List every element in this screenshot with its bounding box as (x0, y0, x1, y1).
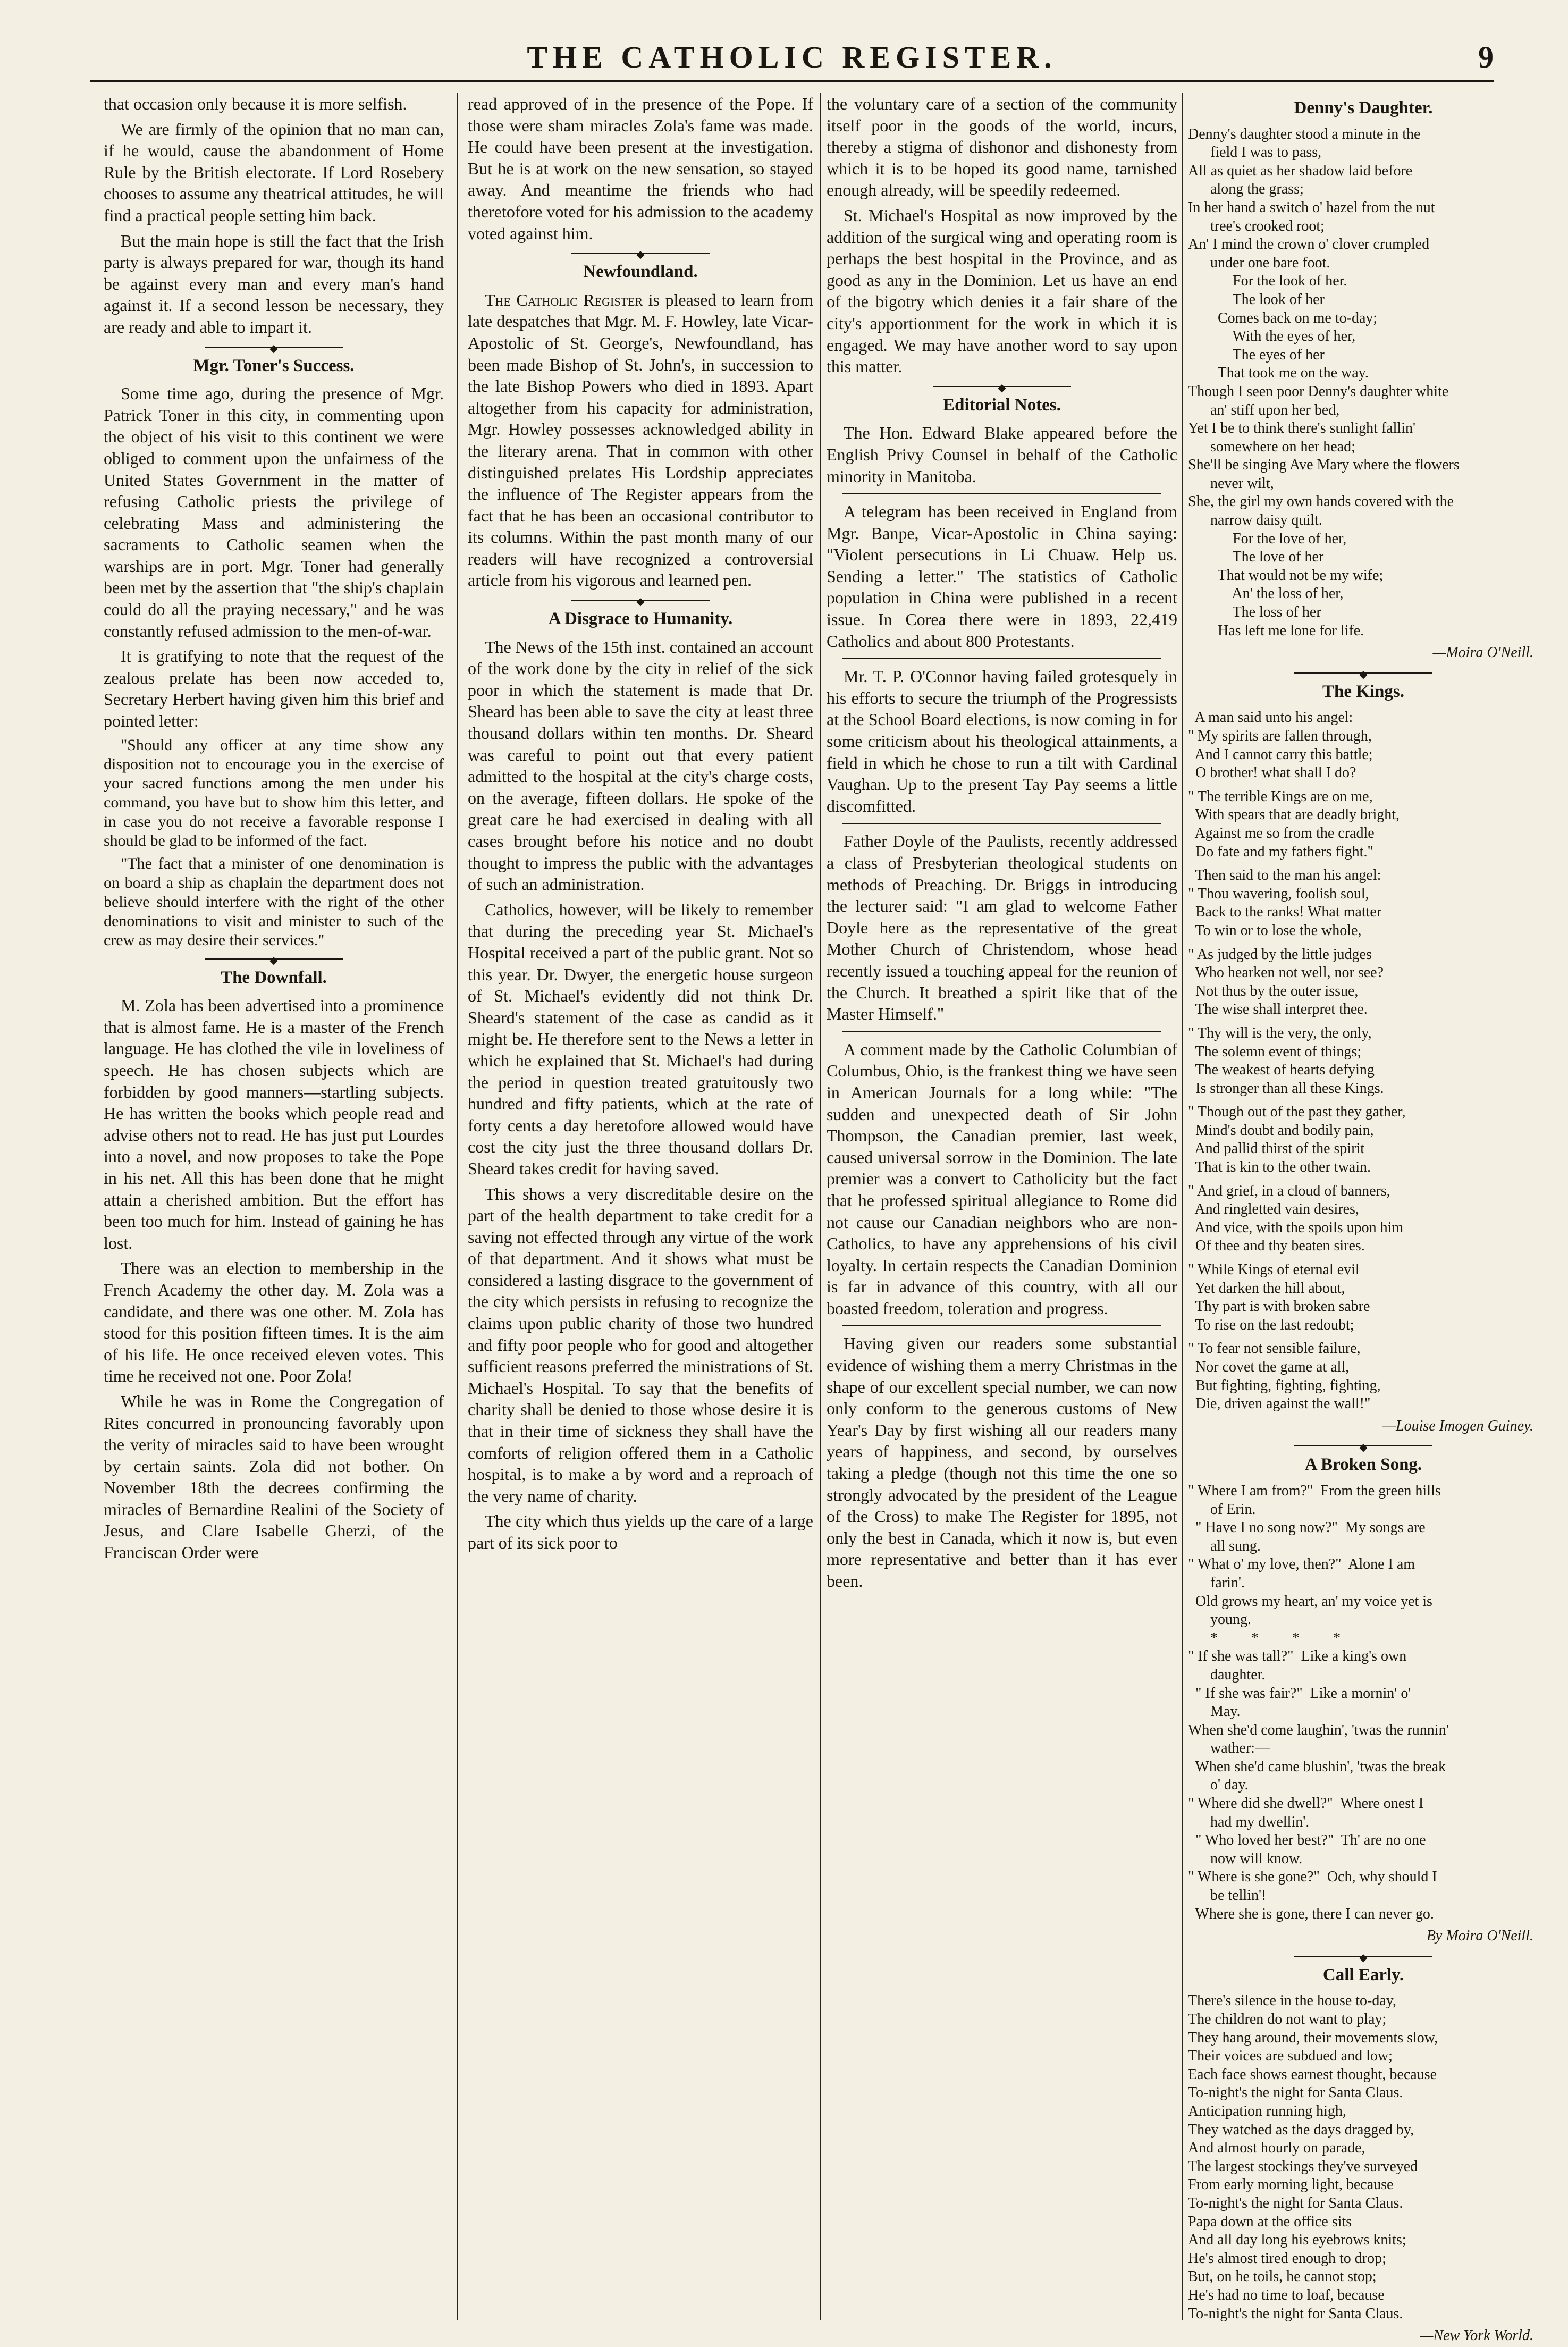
poem-line: With the eyes of her, (1188, 328, 1356, 345)
poem-line: " If she was tall?" Like a king's own (1188, 1648, 1407, 1665)
poem-line: And all day long his eyebrows knits; (1188, 2232, 1406, 2249)
poem-line: wather:— (1188, 1740, 1270, 1757)
poem-line: " Have I no song now?" My songs are (1188, 1519, 1426, 1536)
poem-line (1188, 783, 1539, 788)
poem-line: When she'd came blushin', 'twas the break (1188, 1758, 1446, 1775)
article-paragraph: that occasion only because it is more selfish. (104, 94, 407, 113)
poem-title: The Kings. (1322, 682, 1405, 701)
poem-line: The eyes of her (1188, 346, 1325, 363)
poem-line: An' the loss of her, (1188, 585, 1344, 602)
article-paragraph: The city which thus yields up the care of a large part of its sick poor to (468, 1511, 813, 1552)
column-2 (468, 93, 813, 2320)
note-divider (842, 493, 1161, 494)
poem-line: The solemn event of things; (1188, 1043, 1362, 1060)
poem-line: Their voices are subdued and low; (1188, 2048, 1393, 2065)
section-ornament (1294, 669, 1432, 677)
poem-line: All as quiet as her shadow laid before (1188, 162, 1413, 179)
poem-line: had my dwellin'. (1188, 1813, 1310, 1830)
article-heading: The Downfall. (221, 968, 327, 987)
note-divider (842, 1031, 1161, 1032)
poem-line: May. (1188, 1703, 1241, 1720)
poem-line: Papa down at the office sits (1188, 2213, 1352, 2230)
poem-line: There's silence in the house to-day, (1188, 1992, 1396, 2009)
poem-line: Back to the ranks! What matter (1188, 904, 1382, 921)
poem-call-early (1188, 1992, 1539, 2323)
section-ornament (933, 383, 1071, 390)
poem-line (1188, 1256, 1539, 1261)
article-paragraph: The News of the 15th inst. contained an account of the work done by the city in relief of the sick poor in which the statement is made that Dr. Sheard has been able to save the city at least three thousand dollars within ten months. Dr. Sheard was careful to point out that every patient admitted to the hospital at the city's charge costs, on the average, fifteen dollars. He spoke of the great care he had exercised in dealing with all cases brought before his notice and no doubt thought to impress the public with the advantages of such an administration. (468, 637, 813, 894)
poem-line: " The terrible Kings are on me, (1188, 788, 1373, 805)
poem-line: The largest stockings they've surveyed (1188, 2158, 1418, 2175)
poem-line: Comes back on me to-day; (1188, 309, 1378, 326)
poem-line: " Where did she dwell?" Where onest I (1188, 1795, 1424, 1812)
poem-line: Has left me lone for life. (1188, 622, 1364, 639)
poem-line: But, on he toils, he cannot stop; (1188, 2268, 1377, 2285)
poem-line (1188, 1098, 1539, 1103)
page-number: 9 (1478, 40, 1494, 74)
note-divider (842, 823, 1161, 824)
poem-line: Old grows my heart, an' my voice yet is (1188, 1593, 1432, 1610)
column-3 (827, 93, 1177, 2320)
poem-line: Not thus by the outer issue, (1188, 982, 1359, 999)
poem-line: somewhere on her head; (1188, 438, 1355, 455)
poem-line: Anticipation running high, (1188, 2102, 1346, 2119)
poem-line: " While Kings of eternal evil (1188, 1261, 1360, 1278)
article-paragraph: the voluntary care of a section of the community itself poor in the goods of the world, incurs, thereby a stigma of dishonor and dishonesty from which it is to be hoped its good name, tarnished enough already, will be speedily redeemed. (827, 94, 1177, 200)
poem-line: Yet I be to think there's sunlight fallin' (1188, 420, 1415, 437)
poem-line: daughter. (1188, 1666, 1266, 1683)
poem-line: The wise shall interpret thee. (1188, 1001, 1368, 1018)
page-header (90, 37, 1494, 82)
poem-a-broken-song (1188, 1482, 1539, 1923)
column-rule (820, 93, 821, 2320)
poem-line: farin'. (1188, 1574, 1245, 1591)
article-paragraph (468, 289, 813, 591)
section-ornament (571, 249, 710, 257)
poem-line: field I was to pass, (1188, 144, 1322, 161)
section-ornament (205, 343, 343, 351)
poem-line: under one bare foot. (1188, 254, 1330, 271)
poem-line: And I cannot carry this battle; (1188, 746, 1373, 763)
article-heading: Editorial Notes. (943, 395, 1061, 415)
poem-line: To-night's the night for Santa Claus. (1188, 2194, 1403, 2211)
column-4 (1188, 93, 1539, 2344)
poem-line: O brother! what shall I do? (1188, 764, 1356, 781)
poem-line: A man said unto his angel: (1188, 709, 1353, 726)
masthead: THE CATHOLIC REGISTER. (527, 40, 1057, 74)
poem-the-kings (1188, 709, 1539, 1413)
article-heading: Mgr. Toner's Success. (193, 356, 355, 375)
poem-line: Is stronger than all these Kings. (1188, 1080, 1384, 1097)
poem-line: And almost hourly on parade, (1188, 2140, 1365, 2157)
editorial-note: Having given our readers some substantial evidence of wishing them a merry Christmas in the shape of our excellent special number, we can now only conform to the generous customs of New Year's Day by first wishing all our readers many years of happiness, and second, by ourselves taking a pledge (though not this time the one so strongly advocated by the president of the League of the Cross) to make The Register for 1895, not only the best in Canada, which it now is, but even more representative and better than it has ever been. (827, 1334, 1177, 1591)
article-paragraph: Catholics, however, will be likely to remember that during the preceding year St. Michael's Hospital received a part of the public grant. Not so this year. Dr. Dwyer, the energetic house surgeon of St. Michael's evidently did not think Dr. Sheard's statement of the case as candid as it might be. He therefore sent to the News a letter in which he explained that St. Michael's had during the period in question treated gratuitously two hundred and fifty patients, which at the rate of forty cents a day heretofore allowed would have cost the city just the three thousand dollars Dr. Sheard takes credit for having saved. (468, 899, 813, 1178)
poem-line (1188, 1019, 1539, 1024)
poem-line: That would not be my wife; (1188, 567, 1384, 584)
poem-line: The loss of her (1188, 604, 1321, 621)
poem-line: To-night's the night for Santa Claus. (1188, 2084, 1403, 2101)
poem-line: Thy part is with broken sabre (1188, 1298, 1370, 1315)
poem-line: And vice, with the spoils upon him (1188, 1219, 1404, 1236)
poem-line: Then said to the man his angel: (1188, 867, 1381, 884)
poem-line: tree's crooked root; (1188, 217, 1325, 234)
poem-line: " What o' my love, then?" Alone I am (1188, 1556, 1415, 1573)
poem-line: " Though out of the past they gather, (1188, 1104, 1406, 1121)
note-divider (842, 658, 1161, 659)
editorial-note: Father Doyle of the Paulists, recently addressed a class of Presbyterian theological students on methods of Preaching. Dr. Briggs in introducing the lecturer said: "I am glad to welcome Father Doyle here as the representative of the great Mother Church of Christendom, whose head recently issued a touching appeal for the reunion of the Church. It breathed a spirit like that of the Master Himself." (827, 831, 1177, 1024)
poem-line: And pallid thirst of the spirit (1188, 1140, 1365, 1157)
poem-line: o' day. (1188, 1777, 1249, 1794)
poem-title: Denny's Daughter. (1294, 98, 1433, 117)
poem-line: Do fate and my fathers fight." (1188, 843, 1373, 860)
poem-line: Who hearken not well, nor see? (1188, 964, 1384, 981)
poem-line: To-night's the night for Santa Claus. (1188, 2305, 1403, 2322)
poem-line: " If she was fair?" Like a mornin' o' (1188, 1685, 1411, 1702)
article-paragraph: read approved of in the presence of the Pope. If those were sham miracles Zola's fame was made. He could have been present at the investigation. But he is at work on the new sensation, so stayed away. And meantime the friends who had theretofore voted for his admission to the academy voted against him. (468, 94, 813, 243)
poem-line: Yet darken the hill about, (1188, 1280, 1345, 1297)
poem-line: along the grass; (1188, 181, 1304, 198)
poem-line: For the love of her, (1188, 530, 1347, 547)
poem-line: Though I seen poor Denny's daughter white (1188, 383, 1449, 400)
article-paragraph: St. Michael's Hospital as now improved by the addition of the surgical wing and operating room is perhaps the best hospital in the Province, and as good as any in the Dominion. Let us have an end of the bigotry which denies it a fair share of the city's apportionment for the work in which it is engaged. We may have another word to say upon this matter. (827, 205, 1177, 376)
poem-line: They hang around, their movements slow, (1188, 2029, 1438, 2046)
poem-line: never wilt, (1188, 475, 1274, 492)
poem-line: The look of her (1188, 291, 1325, 308)
paper-name: The Catholic Register (485, 290, 643, 309)
poem-line: He's had no time to loaf, because (1188, 2286, 1385, 2303)
poem-line: She'll be singing Ave Mary where the flowers (1188, 457, 1460, 474)
poem-line: For the look of her. (1188, 273, 1347, 290)
column-rule (457, 93, 458, 2320)
poem-dennys-daughter (1188, 125, 1539, 641)
poem-line: Nor covet the game at all, (1188, 1359, 1350, 1375)
poem-line: In her hand a switch o' hazel from the nut (1188, 199, 1435, 216)
poem-line: The children do not want to play; (1188, 2011, 1387, 2028)
poem-line: He's almost tired enough to drop; (1188, 2250, 1386, 2267)
poem-line: " As judged by the little judges (1188, 946, 1372, 963)
poem-line: " Where I am from?" From the green hills (1188, 1482, 1441, 1499)
poem-line: of Erin. (1188, 1501, 1256, 1518)
poem-line: Mind's doubt and bodily pain, (1188, 1122, 1374, 1139)
article-paragraph: We are firmly of the opinion that no man can, if he would, cause the abandonment of Home Rule by the British electorate. If Lord Rosebery chooses to assume any theatrical attitudes, he will find a practical people setting him back. (104, 119, 444, 225)
poem-attribution: —New York World. (1420, 2327, 1533, 2344)
poem-line: " My spirits are fallen through, (1188, 728, 1372, 744)
poem-line: Each face shows earnest thought, because (1188, 2066, 1437, 2083)
poem-line: That took me on the way. (1188, 365, 1369, 382)
poem-line: An' I mind the crown o' clover crumpled (1188, 236, 1430, 253)
poem-attribution: —Louise Imogen Guiney. (1382, 1417, 1533, 1434)
poem-line: Denny's daughter stood a minute in the (1188, 125, 1421, 142)
poem-line (1188, 1334, 1539, 1340)
article-paragraph: There was an election to membership in the French Academy the other day. M. Zola was a candidate, and there was one other. M. Zola has stood for this position fifteen times. It is the aim of his life. He once received eleven votes. This time he received not one. Poor Zola! (104, 1258, 444, 1386)
poem-line: From early morning light, because (1188, 2176, 1394, 2193)
column-1 (104, 93, 444, 2320)
note-divider (842, 1325, 1161, 1326)
poem-line: all sung. (1188, 1537, 1261, 1554)
poem-line: To win or to lose the whole, (1188, 922, 1362, 939)
poem-line: The weakest of hearts defying (1188, 1062, 1375, 1079)
poem-line: Of thee and thy beaten sires. (1188, 1238, 1365, 1255)
poem-line: " To fear not sensible failure, (1188, 1340, 1361, 1357)
section-ornament (1294, 1953, 1432, 1960)
editorial-note: A telegram has been received in England from Mgr. Banpe, Vicar-Apostolic in China saying: "Violent persecutions in Li Chuaw. Help us. Sending a letter." The statistics of Catholic population in China were published in a recent issue. In Corea there were in 1893, 22,419 Catholics and about 800 Protestants. (827, 502, 1177, 651)
poem-line: Against me so from the cradle (1188, 825, 1375, 842)
poem-line: The love of her (1188, 549, 1324, 566)
poem-attribution: —Moira O'Neill. (1432, 644, 1533, 661)
article-paragraph: Some time ago, during the presence of Mgr. Patrick Toner in this city, in commenting upon the object of his visit to this continent we were obliged to comment upon the unfairness of the United States Government in the matter of refusing Catholic priests the privilege of celebrating Mass and administering the sacraments to Catholic seamen when the warships are in port. Mgr. Toner had generally been met by the assertion that "the ship's chaplain could do all the praying necessary," and he was constantly refused admission to the men-of-war. (104, 384, 444, 641)
poem-line: With spears that are deadly bright, (1188, 806, 1400, 823)
article-heading: Newfoundland. (583, 262, 698, 282)
poem-line: an' stiff upon her bed, (1188, 401, 1340, 418)
poem-line (1188, 1177, 1539, 1182)
column-rule (1182, 93, 1183, 2320)
poem-line: " Who loved her best?" Th' are no one (1188, 1832, 1426, 1849)
poem-line: " Where is she gone?" Och, why should I (1188, 1869, 1437, 1886)
poem-attribution: By Moira O'Neill. (1426, 1928, 1533, 1945)
poem-line: Where she is gone, there I can never go. (1188, 1905, 1434, 1922)
poem-line: Die, driven against the wall!" (1188, 1395, 1371, 1412)
poem-line: " And grief, in a cloud of banners, (1188, 1182, 1390, 1199)
section-ornament (1294, 1442, 1432, 1450)
article-text: is pleased to learn from late despatches that Mgr. M. F. Howley, late Vicar-Apostolic of St. George's, Newfoundland, has been made Bishop of St. John's, in succession to the late Bishop Powers who died in 1893. Apart altogether from his capacity for administration, Mgr. Howley possesses acknowledged ability in the literary arena. That in common with other distinguished prelates His Lordship appreciates the influence of The Register appears from the fact that he has been an occasional contributor to its columns. Within the past month many of our readers will have recognized a controversial article from his vigorous and learned pen. (468, 290, 814, 590)
poem-line (1188, 861, 1539, 867)
section-ornament (205, 955, 343, 963)
quoted-letter: "The fact that a minister of one denomination is on board a ship as chaplain the department does not believe should interfere with the right of the other denominations to visit and minister to such of the crew as may desire their services." (104, 854, 444, 949)
editorial-note: The Hon. Edward Blake appeared before the English Privy Counsel in behalf of the Catholic minority in Manitoba. (827, 423, 1177, 486)
poem-line: But fighting, fighting, fighting, (1188, 1377, 1381, 1394)
article-paragraph: This shows a very discreditable desire on the part of the health department to take credit for a saving not effected through any virtue of the work of that department. And it shows what must be considered a lasting disgrace to the government of the city which persists in refusing to recognize the claims upon public charity of those two hundred and fifty poor people who for good and altogether sufficient reasons preferred the ministrations of St. Michael's Hospital. To say that the benefits of charity shall be denied to those whose desire it is that in their time of sickness they shall have the comforts of religion offered them in a Catholic hospital, is to make a by word and a reproach of the very name of charity. (468, 1184, 813, 1505)
article-heading: A Disgrace to Humanity. (548, 609, 733, 629)
poem-line: They watched as the days dragged by, (1188, 2121, 1414, 2138)
article-paragraph: M. Zola has been advertised into a prominence that is almost fame. He is a master of the French language. He has clothed the vile in loveliness of speech. He has chosen subjects which are forbidden by good manners—startling subjects. He has written the books which people read and advise others not to read. He has just put Lourdes into a novel, and now proposes to take the Pope in his net. All this has been done that he might attain a cherished ambition. But the effort has been too much for him. Instead of gaining he has lost. (104, 996, 444, 1252)
poem-line: be tellin'! (1188, 1887, 1267, 1904)
poem-line: When she'd come laughin', 'twas the runnin' (1188, 1721, 1449, 1738)
poem-line: To rise on the last redoubt; (1188, 1316, 1354, 1333)
poem-line: now will know. (1188, 1850, 1303, 1867)
section-ornament (571, 596, 710, 604)
editorial-note: Mr. T. P. O'Connor having failed grotesquely in his efforts to secure the triumph of the Progressists at the School Board elections, is now coming in for some criticism about his theological attainments, a field in which he chose to run a tilt with Cardinal Vaughan. Up to the present Tay Pay seems a little discomfitted. (827, 667, 1177, 815)
poem-title: A Broken Song. (1304, 1455, 1422, 1475)
poem-line: " Thy will is the very, the only, (1188, 1024, 1372, 1041)
poem-line: * * * * (1188, 1629, 1341, 1646)
poem-title: Call Early. (1322, 1965, 1404, 1984)
quoted-letter: "Should any officer at any time show any disposition not to encourage you in the exercise of your sacred functions among the men under his command, you have but to show him this letter, and in case you do not receive a favorable response I should be glad to be informed of the fact. (104, 736, 444, 849)
poem-line: And ringletted vain desires, (1188, 1201, 1359, 1218)
editorial-note: A comment made by the Catholic Columbian of Columbus, Ohio, is the frankest thing we have seen in American Journals for a long while: "The sudden and unexpected death of Sir John Thompson, the Canadian premier, last week, caused universal sorrow in the Dominion. The late premier was a convert to Catholicity but the fact that he professed spiritual allegiance to Rome did not cause our Canadian neighbors who are non-Catholics, to have any apprehensions of his civil loyalty. In certain respects the Canadian Dominion is far in advance of this country, with all our boasted freedom, toleration and progress. (827, 1039, 1177, 1318)
poem-line: That is kin to the other twain. (1188, 1159, 1371, 1176)
poem-line: " Thou wavering, foolish soul, (1188, 885, 1369, 902)
poem-line: narrow daisy quilt. (1188, 512, 1322, 529)
article-paragraph: It is gratifying to note that the request of the zealous prelate has been now acceded to, Secretary Herbert having given him this brief and pointed letter: (104, 646, 444, 731)
poem-line: She, the girl my own hands covered with the (1188, 493, 1454, 510)
article-paragraph: But the main hope is still the fact that the Irish party is always prepared for war, though its hand be against every man and every man's hand against it. If a second lesson be necessary, they are ready and able to impart it. (104, 231, 444, 337)
poem-line: young. (1188, 1611, 1251, 1628)
article-paragraph: While he was in Rome the Congregation of Rites concurred in pronouncing favorably upon the verity of miracles said to have been wrought by certain saints. Zola did not bother. On November 18th the decrees confirming the miracles of Bernardine Realini of the Society of Jesus, and Clare Isabelle Gherzi, of the Franciscan Order were (104, 1391, 444, 1562)
poem-line (1188, 940, 1539, 946)
